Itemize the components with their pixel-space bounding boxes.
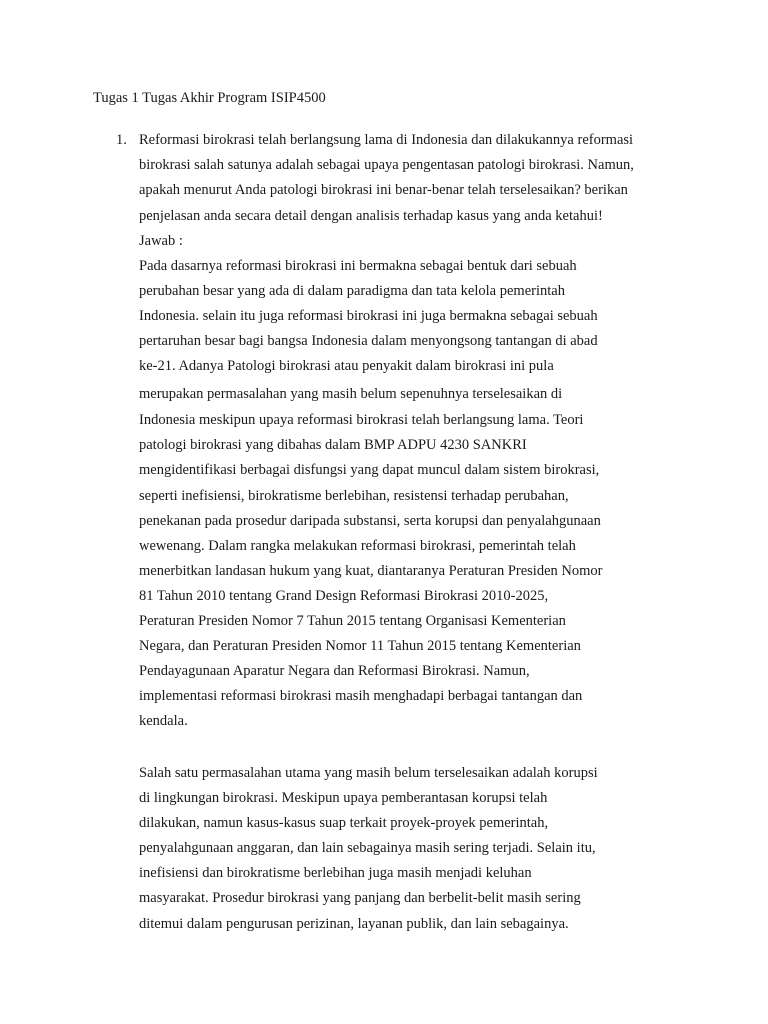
text-line: perubahan besar yang ada di dalam paradigma dan tata kelola pemerintah (139, 283, 565, 299)
document-title: Tugas 1 Tugas Akhir Program ISIP4500 (93, 90, 326, 106)
text-line: birokrasi salah satunya adalah sebagai upaya pengentasan patologi birokrasi. Namun, (139, 157, 634, 173)
text-line: Negara, dan Peraturan Presiden Nomor 11 Tahun 2015 tentang Kementerian (139, 638, 581, 654)
text-line: penjelasan anda secara detail dengan analisis terhadap kasus yang anda ketahui! (139, 208, 603, 224)
text-line: Salah satu permasalahan utama yang masih belum terselesaikan adalah korupsi (139, 765, 598, 781)
text-line: Reformasi birokrasi telah berlangsung lama di Indonesia dan dilakukannya reformasi (139, 132, 634, 148)
answer-label: Jawab : (139, 233, 183, 249)
text-line: patologi birokrasi yang dibahas dalam BMP ADPU 4230 SANKRI (139, 437, 527, 453)
text-line: Pendayagunaan Aparatur Negara dan Reformasi Birokrasi. Namun, (139, 663, 530, 679)
text-line: Pada dasarnya reformasi birokrasi ini bermakna sebagai bentuk dari sebuah (139, 258, 577, 274)
text-line: inefisiensi dan birokratisme berlebihan juga masih menjadi keluhan (139, 865, 532, 881)
text-line: Indonesia meskipun upaya reformasi birokrasi telah berlangsung lama. Teori (139, 412, 584, 428)
text-line: 81 Tahun 2010 tentang Grand Design Reformasi Birokrasi 2010-2025, (139, 588, 549, 604)
text-line: pertaruhan besar bagi bangsa Indonesia dalam menyongsong tantangan di abad (139, 333, 598, 349)
text-line: ke-21. Adanya Patologi birokrasi atau penyakit dalam birokrasi ini pula (139, 358, 554, 374)
text-line: implementasi reformasi birokrasi masih menghadapi berbagai tantangan dan (139, 688, 583, 704)
text-line: Peraturan Presiden Nomor 7 Tahun 2015 tentang Organisasi Kementerian (139, 613, 566, 629)
text-line: ditemui dalam pengurusan perizinan, layanan publik, dan lain sebagainya. (139, 916, 569, 932)
text-line: mengidentifikasi berbagai disfungsi yang dapat muncul dalam sistem birokrasi, (139, 462, 600, 478)
text-line: penekanan pada prosedur daripada substansi, serta korupsi dan penyalahgunaan (139, 513, 601, 529)
text-line: di lingkungan birokrasi. Meskipun upaya pemberantasan korupsi telah (139, 790, 548, 806)
text-line: masyarakat. Prosedur birokrasi yang panjang dan berbelit-belit masih sering (139, 890, 581, 906)
text-line: Indonesia. selain itu juga reformasi birokrasi ini juga bermakna sebagai sebuah (139, 308, 598, 324)
text-line: seperti inefisiensi, birokratisme berlebihan, resistensi terhadap perubahan, (139, 488, 569, 504)
text-line: dilakukan, namun kasus-kasus suap terkait proyek-proyek pemerintah, (139, 815, 549, 831)
text-line: apakah menurut Anda patologi birokrasi ini benar-benar telah terselesaikan? berikan (139, 182, 628, 198)
text-line: penyalahgunaan anggaran, dan lain sebagainya masih sering terjadi. Selain itu, (139, 840, 596, 856)
text-line: menerbitkan landasan hukum yang kuat, diantaranya Peraturan Presiden Nomor (139, 563, 603, 579)
text-line: merupakan permasalahan yang masih belum sepenuhnya terselesaikan di (139, 386, 563, 402)
question-number: 1. (116, 132, 127, 148)
text-line: kendala. (139, 713, 188, 729)
text-line: wewenang. Dalam rangka melakukan reformasi birokrasi, pemerintah telah (139, 538, 576, 554)
